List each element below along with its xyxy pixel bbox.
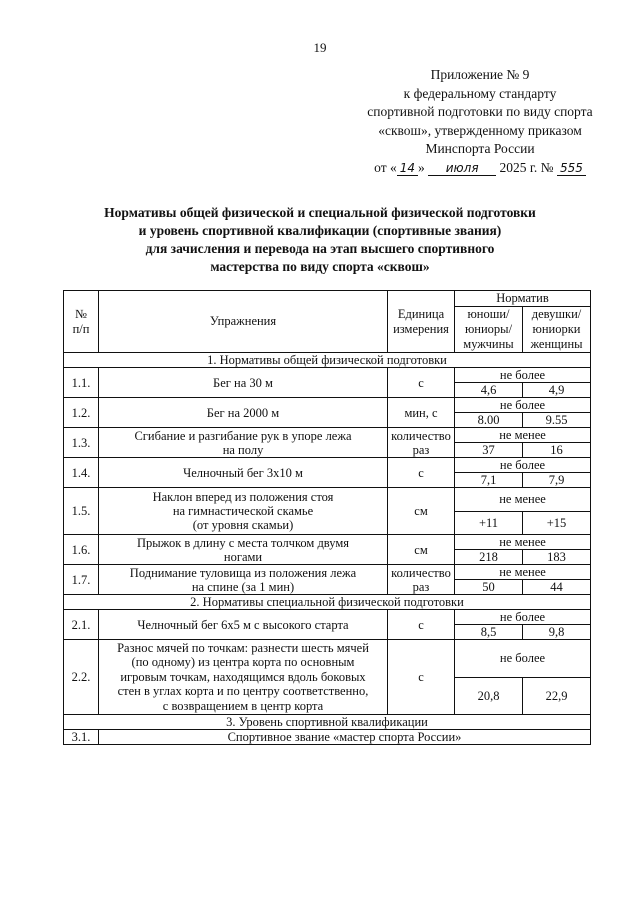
title-line-3: для зачисления и перевода на этап высшего спортивного	[145, 241, 495, 256]
section-title: 2. Нормативы специальной физической подготовки	[64, 595, 591, 610]
row-unit: см	[388, 535, 455, 565]
header-exercise: Упражнения	[99, 291, 388, 353]
row-exercise: Прыжок в длину с места толчком двумя ногами	[99, 535, 388, 565]
table-row	[64, 565, 591, 580]
row-exercise: Бег на 30 м	[99, 368, 388, 398]
row-value-boys: 7,1	[455, 473, 523, 488]
row-condition: не менее	[455, 488, 591, 512]
row-value-boys: 8,5	[455, 625, 523, 640]
table-row	[64, 730, 591, 745]
year-and-number-label: 2025 г. №	[499, 159, 554, 175]
annex-title: Приложение № 9	[430, 67, 530, 82]
row-value-girls: 7,9	[523, 473, 591, 488]
row-number: 1.6.	[64, 535, 99, 565]
header-norm: Норматив	[455, 291, 591, 307]
row-exercise: Челночный бег 3х10 м	[99, 458, 388, 488]
row-condition: не более	[455, 458, 591, 473]
annex-header	[345, 66, 615, 177]
row-value-girls: 44	[523, 580, 591, 595]
handwritten-order-number: 555	[557, 162, 586, 176]
row-unit: с	[388, 610, 455, 640]
annex-line-5: Минспорта России	[425, 141, 535, 156]
row-exercise: Разнос мячей по точкам: разнести шесть мячей (по одному) из центра корта по основным игровым точкам, находящимся вдоль боковых стен в углах корта и по центру соответственно, с возвращением в центр корта	[99, 640, 388, 715]
row-unit: с	[388, 368, 455, 398]
row-value-boys: +11	[455, 511, 523, 535]
row-value-girls: +15	[523, 511, 591, 535]
row-value-boys: 4,6	[455, 383, 523, 398]
row-value-boys: 37	[455, 443, 523, 458]
row-value-girls: 9.55	[523, 413, 591, 428]
row-value-girls: 4,9	[523, 383, 591, 398]
row-exercise: Спортивное звание «мастер спорта России»	[99, 730, 591, 745]
row-number: 1.2.	[64, 398, 99, 428]
section-row	[64, 715, 591, 730]
document-title	[60, 204, 580, 276]
annex-line-2: к федеральному стандарту	[403, 85, 557, 101]
norms-table	[63, 290, 591, 745]
row-number: 1.7.	[64, 565, 99, 595]
section-row	[64, 353, 591, 368]
row-exercise: Челночный бег 6х5 м с высокого старта	[99, 610, 388, 640]
row-exercise: Сгибание и разгибание рук в упоре лежа на полу	[99, 428, 388, 458]
row-value-girls: 9,8	[523, 625, 591, 640]
row-unit: с	[388, 458, 455, 488]
row-value-boys: 8.00	[455, 413, 523, 428]
row-value-girls: 22,9	[523, 677, 591, 715]
row-condition: не более	[455, 610, 591, 625]
row-value-boys: 20,8	[455, 677, 523, 715]
page-number: 19	[313, 40, 327, 55]
row-unit: количество раз	[388, 565, 455, 595]
row-unit: количество раз	[388, 428, 455, 458]
header-unit: Единица измерения	[388, 291, 455, 353]
row-number: 1.4.	[64, 458, 99, 488]
row-number: 3.1.	[64, 730, 99, 745]
header-row	[64, 291, 591, 307]
row-exercise: Поднимание туловища из положения лежа на спине (за 1 мин)	[99, 565, 388, 595]
row-condition: не более	[455, 398, 591, 413]
row-condition: не менее	[455, 535, 591, 550]
header-girls: девушки/ юниорки женщины	[523, 307, 591, 353]
row-condition: не более	[455, 640, 591, 678]
table-row	[64, 458, 591, 473]
row-unit: мин, с	[388, 398, 455, 428]
annex-line-4: «сквош», утвержденному приказом	[378, 122, 582, 138]
row-exercise: Бег на 2000 м	[99, 398, 388, 428]
annex-line-3: спортивной подготовки по виду спорта	[367, 104, 593, 119]
row-number: 1.1.	[64, 368, 99, 398]
header-boys: юноши/ юниоры/ мужчины	[455, 307, 523, 353]
order-date-line	[345, 159, 615, 178]
row-value-boys: 218	[455, 550, 523, 565]
table-row	[64, 368, 591, 383]
title-line-2: и уровень спортивной квалификации (спортивные звания)	[138, 223, 502, 238]
row-value-girls: 183	[523, 550, 591, 565]
table-row	[64, 610, 591, 625]
row-exercise: Наклон вперед из положения стоя на гимнастической скамье (от уровня скамьи)	[99, 488, 388, 535]
table-row	[64, 535, 591, 550]
date-prefix: от «	[374, 159, 397, 175]
row-condition: не менее	[455, 565, 591, 580]
table-row	[64, 488, 591, 512]
row-number: 2.1.	[64, 610, 99, 640]
row-number: 1.5.	[64, 488, 99, 535]
row-value-girls: 16	[523, 443, 591, 458]
section-row	[64, 595, 591, 610]
row-condition: не более	[455, 368, 591, 383]
handwritten-month: июля	[428, 162, 496, 176]
handwritten-day: 14	[397, 162, 418, 176]
title-line-4: мастерства по виду спорта «сквош»	[210, 259, 430, 274]
section-title: 3. Уровень спортивной квалификации	[64, 715, 591, 730]
title-line-1: Нормативы общей физической и специальной физической подготовки	[104, 205, 536, 220]
table-row	[64, 640, 591, 678]
row-unit: см	[388, 488, 455, 535]
section-title: 1. Нормативы общей физической подготовки	[64, 353, 591, 368]
row-condition: не менее	[455, 428, 591, 443]
header-number: № п/п	[64, 291, 99, 353]
row-unit: с	[388, 640, 455, 715]
row-number: 1.3.	[64, 428, 99, 458]
row-number: 2.2.	[64, 640, 99, 715]
row-value-boys: 50	[455, 580, 523, 595]
quote-close: »	[418, 159, 425, 175]
table-row	[64, 398, 591, 413]
table-row	[64, 428, 591, 443]
